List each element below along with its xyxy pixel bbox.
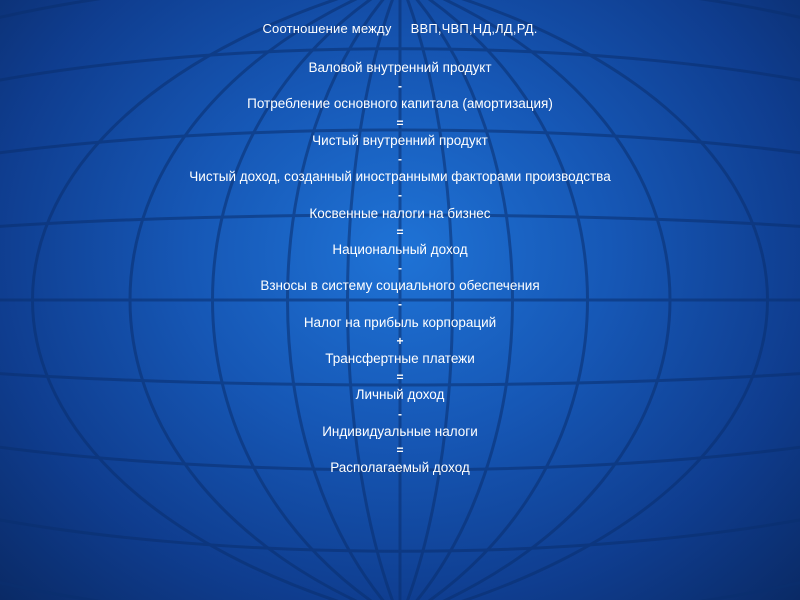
formula-term: Чистый доход, созданный иностранными факторами производства [189,169,611,185]
formula-term: Национальный доход [332,241,468,257]
formula-lines [0,59,800,477]
formula-term: Трансфертные платежи [325,351,475,366]
operator-symbol: - [398,188,402,203]
operator-symbol: + [396,333,404,348]
operator-symbol: = [396,442,404,457]
operator-symbol: - [398,79,402,94]
formula-term: Чистый внутренний продукт [312,132,488,148]
operator-symbol: - [398,151,402,166]
formula-term: Индивидуальные налоги [322,423,478,439]
operator-symbol: = [396,224,404,239]
formula-term: Налог на прибыль корпораций [303,314,497,330]
formula-term: Валовой внутренний продукт [308,60,492,75]
operator-symbol: - [398,261,402,276]
operator-symbol: = [396,115,404,130]
operator-symbol: - [398,297,402,312]
formula-term: Взносы в систему социального обеспечения [260,278,540,294]
formula-term: Потребление основного капитала (амортизация) [247,96,553,112]
operator-symbol: = [396,370,404,385]
slide-title: Соотношение между ВВП,ЧВП,НД,ЛД,РД. [262,21,538,36]
formula-term: Косвенные налоги на бизнес [309,205,491,221]
operator-symbol: - [398,406,402,421]
formula-term: Располагаемый доход [330,460,470,476]
formula-term: Личный доход [355,387,445,403]
